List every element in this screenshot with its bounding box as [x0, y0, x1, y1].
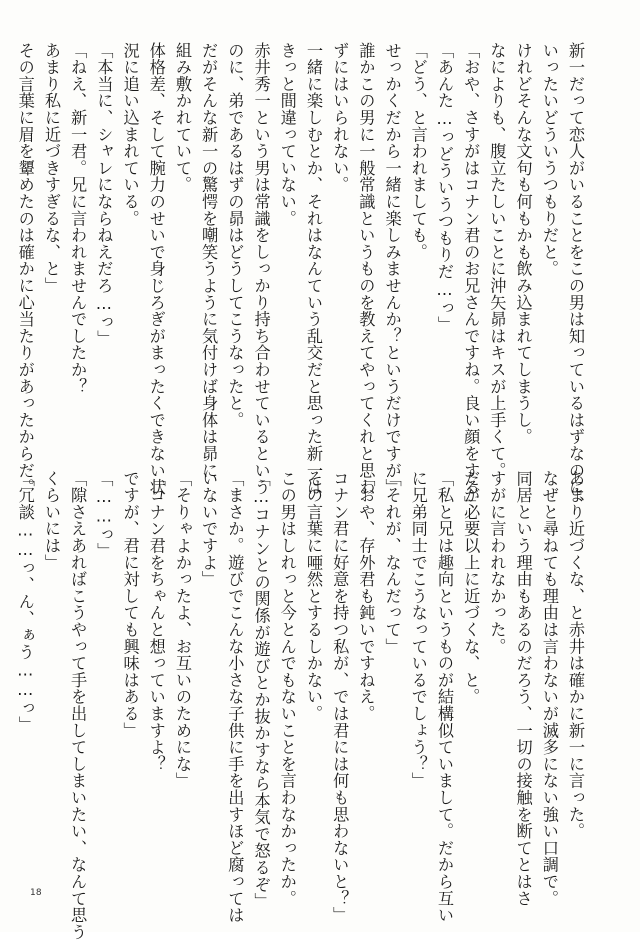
text-line: 「コナン君をちゃんと想っていますよ？ [146, 470, 166, 773]
text-line: 赤井秀一という男は常識をしっかり持ち合わせているという [251, 42, 271, 496]
text-line: 「……っ」 [94, 470, 114, 560]
text-line: 「そりゃよかったよ、お互いのためにな」 [172, 470, 192, 790]
text-line: ですが、君に対しても興味はある」 [120, 470, 140, 739]
text-line: あまり近づくな、と赤井は確かに新一に言った。 [566, 470, 585, 840]
text-line: 「私と兄は趣向というものが結構似ていまして。だから互い [434, 470, 454, 924]
text-line: くらいには」 [41, 470, 61, 571]
text-line: いったいどういうつもりだと。 [539, 42, 559, 278]
text-line: きっと間違っていない。 [277, 42, 297, 227]
text-line: 「あんた…っどういうつもりだ…っ」 [434, 42, 454, 334]
text-line: 体格差、そして腕力のせいで身じろぎがまったくできない状 [146, 42, 166, 496]
text-line: あまり私に近づきすぎるな、と」 [41, 42, 61, 294]
text-line: 新一だって恋人がいることをこの男は知っているはずなのに、 [566, 42, 585, 513]
text-line: だがそんな新一の驚愕を嘲笑うように気付けば身体は昴に [199, 42, 219, 479]
text-line: その言葉に眉を顰めたのは確かに心当たりがあったからだ。 [15, 42, 35, 496]
text-line: 「隙さえあればこうやって手を出してしまいたい、なんて思う [68, 470, 88, 940]
text-line: だが必要以上に近づくな、と。 [461, 470, 481, 706]
text-line: 同居という理由もあるのだろう、一切の接触を断てとはさ [513, 470, 533, 907]
text-line: いないですよ」 [199, 470, 219, 588]
text-line: 組み敷かれていて。 [172, 42, 192, 194]
text-line: コナン君に好意を持つ私が、では君には何も思わないと？」 [330, 470, 350, 924]
text-line: けれどそんな文句も何もかも飲み込まれてしまうし。 [513, 42, 533, 446]
text-line: 「本当に、シャレにならねえだろ…っ」 [94, 42, 114, 348]
text-line: 「…コナンとの関係が遊びとか抜かすなら本気で怒るぞ」 [251, 470, 271, 910]
text-line: すがに言われなかった。 [487, 470, 507, 655]
text-line: のに、弟であるはずの昴はどうしてこうなったと。 [225, 42, 245, 429]
upper-text-block [12, 42, 588, 513]
text-line: 「冗談……っ、ん、ぁう……っ」 [15, 470, 35, 734]
text-line: ずにはいられない。 [330, 42, 350, 194]
text-line: この男はしれっと今とんでもないことを言わなかったか。 [277, 470, 297, 907]
text-line: なによりも、腹立たしいことに沖矢昴はキスが上手くて。 [487, 42, 507, 479]
text-line: 況に追い込まれている。 [120, 42, 140, 227]
text-line: なぜと尋ねても理由は言わないが滅多にない強い口調で。 [539, 470, 559, 907]
text-line: 「ねえ、新一君。兄に言われませんでしたか？ [68, 42, 88, 395]
text-line: せっかくだから一緒に楽しみませんか？というだけですが」 [382, 42, 402, 496]
text-line: 「おや、さすがはコナン君のお兄さんですね。良い顔をする」 [461, 42, 481, 513]
page-number: 18 [30, 888, 42, 898]
text-line: 「それが、なんだって」 [382, 470, 402, 655]
text-line: その言葉に唖然とするしかない。 [303, 470, 323, 722]
text-line: 「どう、と言われましても。 [408, 42, 428, 261]
text-line: 一緒に楽しむとか、それはなんていう乱交だと思った新一は [303, 42, 323, 496]
text-line: 誰かこの男に一般常識というものを教えてやってくれと思わ [356, 42, 376, 496]
text-line: 「まさか。遊びでこんな小さな子供に手を出すほど腐っては [225, 470, 245, 924]
text-line: に兄弟同士でこうなっているでしょう？」 [408, 470, 428, 790]
text-line: 「おや、存外君も鈍いですねえ。 [356, 470, 376, 722]
